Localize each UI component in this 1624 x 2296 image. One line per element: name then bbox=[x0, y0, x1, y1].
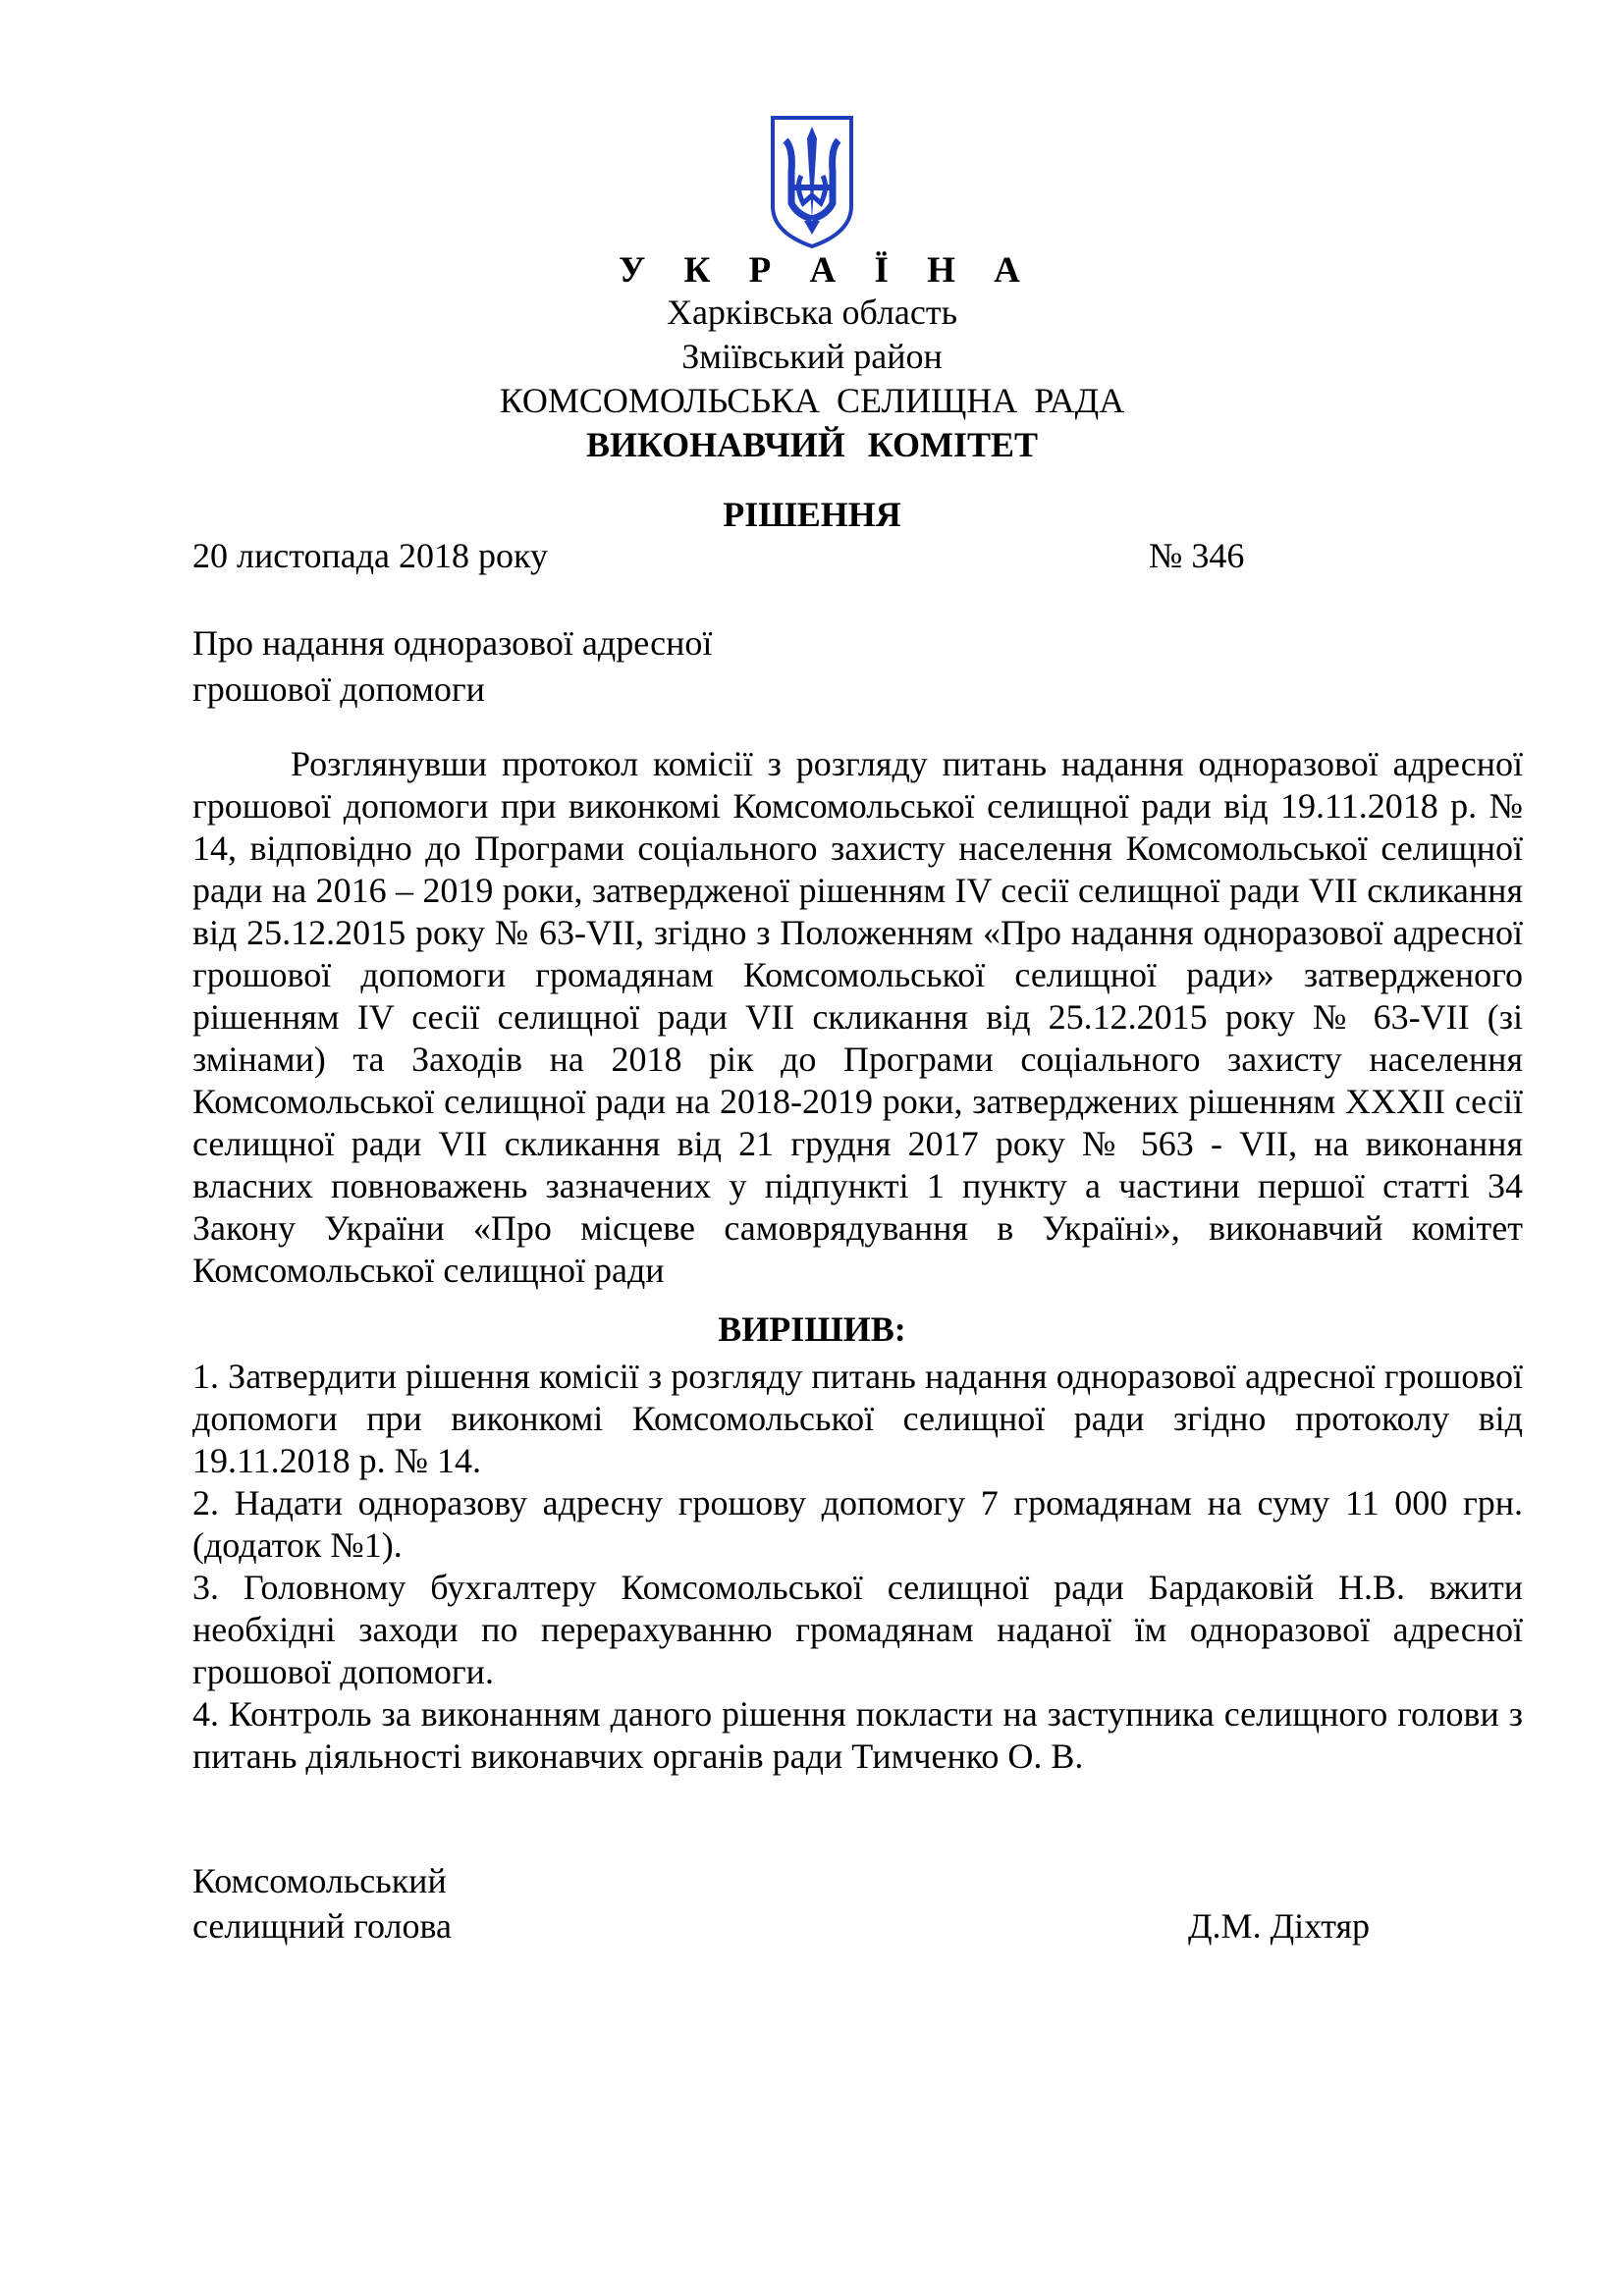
preamble-paragraph: Розглянувши протокол комісії з розгляду питань надання одноразової адресної грошової допомоги при виконкомі Комсомольської селищної ради від 19.11.2018 р. № 14, відповідно до Програми соціального захисту населення Комсомольської селищної ради на 2016 – 2019 роки, затвердженої рішенням IV сесії селищної ради VII скликання від 25.12.2015 року № 63-VII, згідно з Положенням «Про надання одноразової адресної грошової допомоги громадянам Комсомольської селищної ради» затвердженого рішенням IV сесії селищної ради VII скликання від 25.12.2015 року № 63-VII (зі змінами) та Заходів на 2018 рік до Програми соціального захисту населення Комсомольської селищної ради на 2018-2019 роки, затверджених рішенням XXXII сесії селищної ради VII скликання від 21 грудня 2017 року № 563 - VII, на виконання власних повноважень зазначених у підпункті 1 пункту а частини першої статті 34 Закону України «Про місцеве самоврядування в Україні», виконавчий комітет Комсомольської селищної ради bbox=[192, 744, 1523, 1290]
document-number: № 346 bbox=[1149, 536, 1245, 575]
document-date: 20 листопада 2018 року bbox=[192, 536, 548, 575]
committee-name: ВИКОНАВЧИЙ КОМІТЕТ bbox=[585, 425, 1039, 464]
document-type-heading: РІШЕННЯ bbox=[723, 495, 901, 534]
resolution-item: 4. Контроль за виконанням даного рішення покласти на заступника селищного голови з питань діяльності виконавчих органів ради Тимченко О. В. bbox=[192, 1694, 1523, 1776]
trident-coat-of-arms-icon bbox=[768, 113, 856, 250]
council-name: КОМСОМОЛЬСЬКА СЕЛИЩНА РАДА bbox=[499, 381, 1125, 420]
resolution-item: 1. Затвердити рішення комісії з розгляду питань надання одноразової адресної грошової допомоги при виконкомі Комсомольської селищної ради згідно протоколу від 19.11.2018 р. № 14. bbox=[192, 1357, 1523, 1480]
raion-name: Зміївський район bbox=[681, 337, 943, 376]
resolution-items bbox=[192, 1356, 1523, 1778]
signatory-title-line: селищний голова bbox=[192, 1906, 453, 1946]
subject-line: Про надання одноразової адресної bbox=[192, 623, 713, 663]
subject-line: грошової допомоги bbox=[192, 669, 485, 709]
country-name: У К Р А Ї Н А bbox=[619, 250, 1035, 291]
signatory-name: Д.М. Діхтяр bbox=[1188, 1906, 1371, 1946]
resolution-item: 2. Надати одноразову адресну грошову допомогу 7 громадянам на суму 11 000 грн. (додаток №1). bbox=[192, 1483, 1523, 1565]
document-subject bbox=[192, 620, 712, 713]
oblast-name: Харківська область bbox=[666, 293, 958, 332]
resolution-item: 3. Головному бухгалтеру Комсомольської селищної ради Бардаковій Н.В. вжити необхідні заходи по перерахуванню громадянам наданої їм одноразової адресної грошової допомоги. bbox=[192, 1568, 1523, 1691]
resolved-heading: ВИРІШИВ: bbox=[718, 1309, 906, 1349]
signatory-title bbox=[192, 1858, 452, 1949]
signatory-title-line: Комсомольський bbox=[192, 1861, 447, 1900]
